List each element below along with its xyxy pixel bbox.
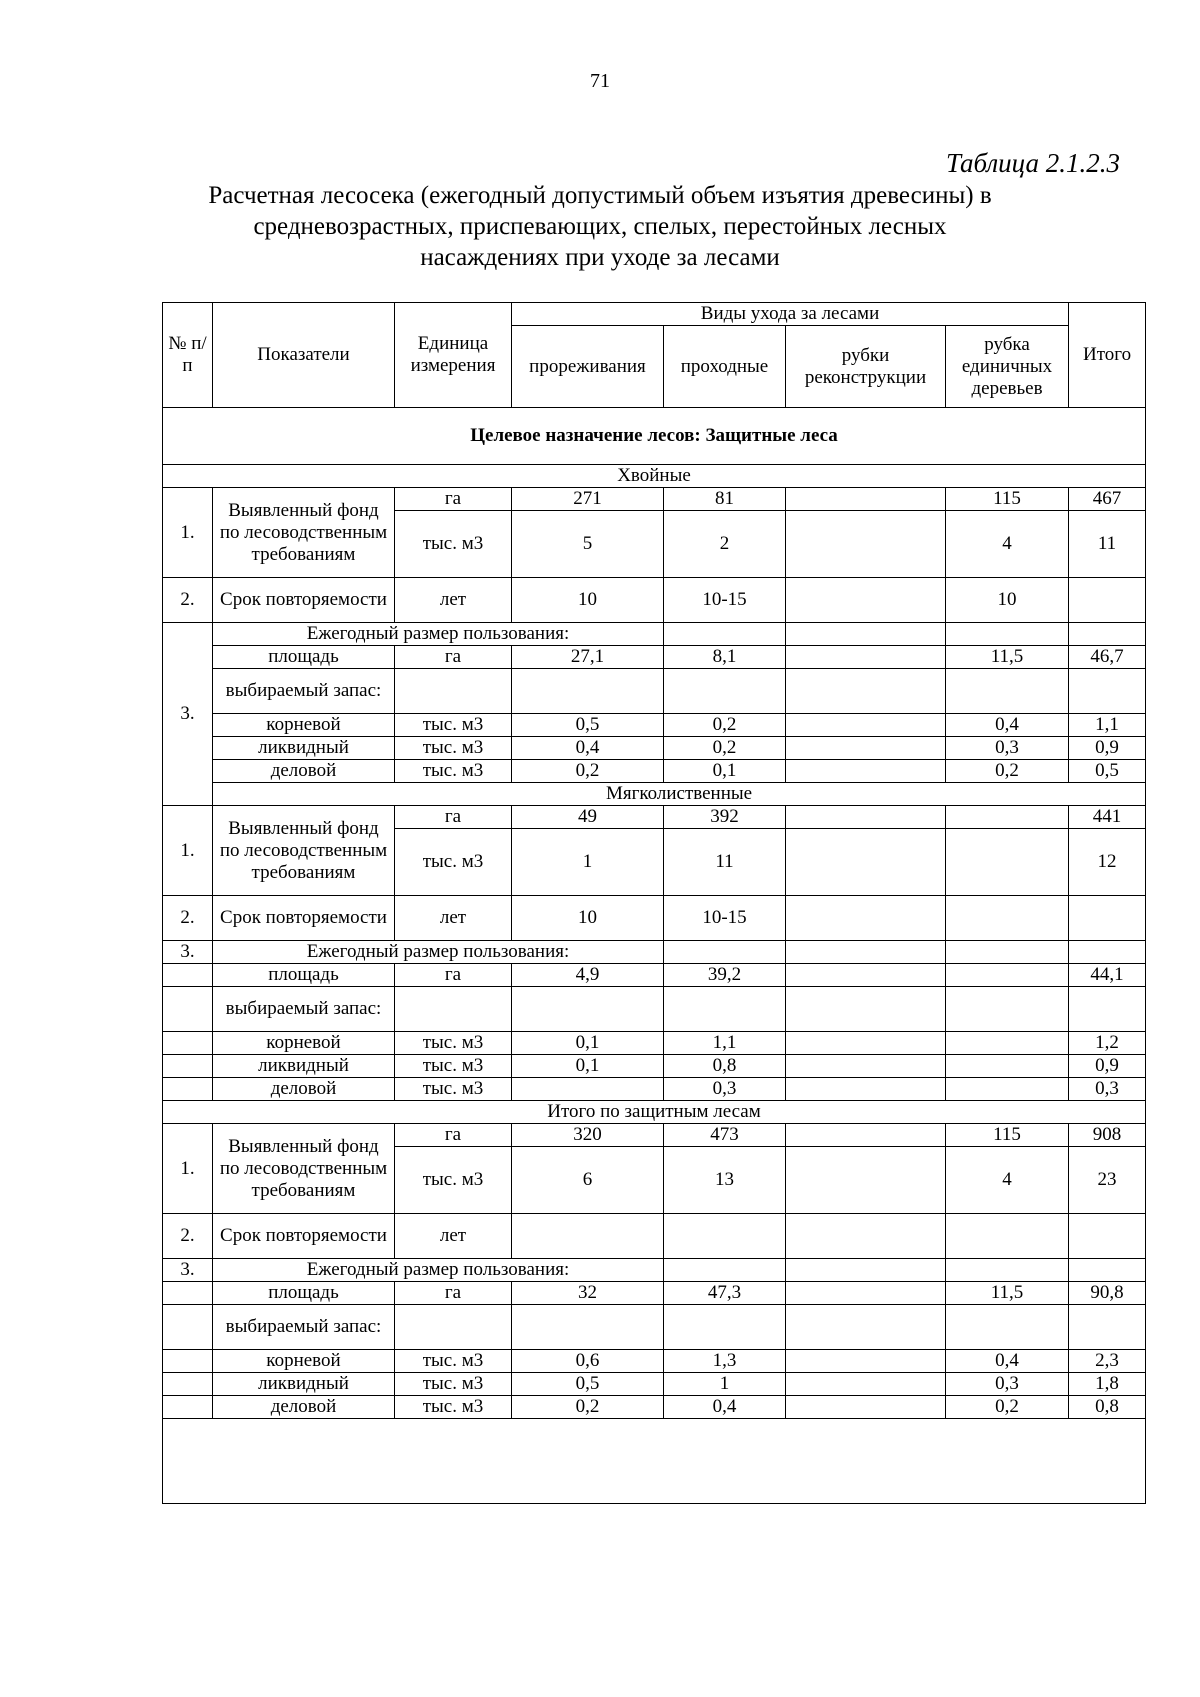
area-label: площадь bbox=[213, 646, 395, 669]
root-row bbox=[163, 714, 1146, 737]
empty-footer-row bbox=[163, 1419, 1146, 1504]
value-cell bbox=[1069, 896, 1146, 941]
value-cell: 320 bbox=[512, 1124, 664, 1147]
value-cell: 908 bbox=[1069, 1124, 1146, 1147]
value-cell: 0,3 bbox=[946, 737, 1069, 760]
table-body bbox=[163, 465, 1146, 1419]
value-cell: 32 bbox=[512, 1282, 664, 1305]
table-cell bbox=[395, 987, 512, 1032]
value-cell bbox=[786, 714, 946, 737]
value-cell bbox=[786, 1078, 946, 1101]
table-cell bbox=[786, 941, 946, 964]
value-cell: 1 bbox=[664, 1373, 786, 1396]
value-cell bbox=[786, 1282, 946, 1305]
value-cell: 5 bbox=[512, 511, 664, 578]
section-title-row bbox=[163, 783, 1146, 806]
root-label: корневой bbox=[213, 1032, 395, 1055]
value-cell: 0,3 bbox=[946, 1373, 1069, 1396]
table-cell bbox=[946, 623, 1069, 646]
period-label: Срок повторяемости bbox=[213, 1214, 395, 1259]
table-cell bbox=[786, 623, 946, 646]
table-cell bbox=[946, 669, 1069, 714]
value-cell: 1 bbox=[512, 829, 664, 896]
fund-label: Выявленный фонд по лесоводственным требованиям bbox=[213, 488, 395, 578]
value-cell: 11 bbox=[1069, 511, 1146, 578]
root-label: корневой bbox=[213, 1350, 395, 1373]
value-cell bbox=[946, 964, 1069, 987]
liquid-label: ликвидный bbox=[213, 737, 395, 760]
value-cell bbox=[786, 1396, 946, 1419]
value-cell: 0,5 bbox=[512, 714, 664, 737]
value-cell bbox=[786, 1350, 946, 1373]
area-row bbox=[163, 1282, 1146, 1305]
liquid-row bbox=[163, 737, 1146, 760]
liquid-label: ликвидный bbox=[213, 1373, 395, 1396]
value-cell: 115 bbox=[946, 1124, 1069, 1147]
stock-label: выбираемый запас: bbox=[213, 1305, 395, 1350]
value-cell: 47,3 bbox=[664, 1282, 786, 1305]
table-cell bbox=[946, 1305, 1069, 1350]
value-cell: 0,5 bbox=[1069, 760, 1146, 783]
title-line: Расчетная лесосека (ежегодный допустимый объем изъятия древесины) в bbox=[208, 182, 992, 209]
value-cell: 2 bbox=[664, 511, 786, 578]
value-cell: 0,9 bbox=[1069, 737, 1146, 760]
section-title: Хвойные bbox=[163, 465, 1146, 488]
period-label: Срок повторяемости bbox=[213, 578, 395, 623]
value-cell: 4,9 bbox=[512, 964, 664, 987]
table-cell bbox=[1069, 1259, 1146, 1282]
value-cell: 0,1 bbox=[664, 760, 786, 783]
table-cell bbox=[786, 669, 946, 714]
table-cell bbox=[163, 1350, 213, 1373]
stock-label: выбираемый запас: bbox=[213, 987, 395, 1032]
fund-row bbox=[163, 806, 1146, 829]
table-cell bbox=[1069, 1305, 1146, 1350]
table-cell bbox=[1069, 623, 1146, 646]
unit-cell: га bbox=[395, 646, 512, 669]
unit-cell: тыс. м3 bbox=[395, 1055, 512, 1078]
value-cell: 12 bbox=[1069, 829, 1146, 896]
unit-cell: га bbox=[395, 964, 512, 987]
value-cell bbox=[1069, 578, 1146, 623]
value-cell: 271 bbox=[512, 488, 664, 511]
table-cell bbox=[1069, 941, 1146, 964]
value-cell bbox=[786, 1214, 946, 1259]
value-cell: 441 bbox=[1069, 806, 1146, 829]
value-cell: 90,8 bbox=[1069, 1282, 1146, 1305]
header-single-trees: рубка единичных деревьев bbox=[946, 326, 1069, 408]
value-cell: 0,1 bbox=[512, 1055, 664, 1078]
row-number: 1. bbox=[163, 1124, 213, 1214]
value-cell: 115 bbox=[946, 488, 1069, 511]
value-cell bbox=[786, 1124, 946, 1147]
liquid-row bbox=[163, 1055, 1146, 1078]
unit-cell: тыс. м3 bbox=[395, 1032, 512, 1055]
value-cell bbox=[786, 829, 946, 896]
table-cell bbox=[786, 987, 946, 1032]
value-cell bbox=[786, 511, 946, 578]
value-cell: 4 bbox=[946, 511, 1069, 578]
value-cell: 8,1 bbox=[664, 646, 786, 669]
value-cell: 10 bbox=[512, 578, 664, 623]
value-cell: 0,2 bbox=[946, 760, 1069, 783]
table-cell bbox=[163, 1305, 213, 1350]
row-number: 1. bbox=[163, 806, 213, 896]
root-label: корневой bbox=[213, 714, 395, 737]
value-cell: 44,1 bbox=[1069, 964, 1146, 987]
value-cell: 0,4 bbox=[512, 737, 664, 760]
table-cell bbox=[512, 669, 664, 714]
table-header bbox=[163, 303, 1146, 465]
table-cell bbox=[946, 941, 1069, 964]
value-cell: 10 bbox=[946, 578, 1069, 623]
table-cell bbox=[163, 1078, 213, 1101]
table-cell bbox=[786, 1305, 946, 1350]
page-number: 71 bbox=[590, 70, 610, 92]
value-cell bbox=[786, 578, 946, 623]
annual-usage-label: Ежегодный размер пользования: bbox=[213, 941, 664, 964]
table-cell bbox=[512, 987, 664, 1032]
period-row bbox=[163, 578, 1146, 623]
value-cell bbox=[786, 760, 946, 783]
value-cell: 10-15 bbox=[664, 578, 786, 623]
value-cell: 1,8 bbox=[1069, 1373, 1146, 1396]
unit-cell: га bbox=[395, 806, 512, 829]
value-cell: 39,2 bbox=[664, 964, 786, 987]
business-row bbox=[163, 1396, 1146, 1419]
table-cell bbox=[664, 1305, 786, 1350]
value-cell bbox=[786, 646, 946, 669]
title-line: средневозрастных, приспевающих, спелых, перестойных лесных bbox=[253, 213, 947, 240]
value-cell: 0,2 bbox=[946, 1396, 1069, 1419]
unit-cell: тыс. м3 bbox=[395, 1078, 512, 1101]
table-cell bbox=[163, 1282, 213, 1305]
stock-row bbox=[163, 987, 1146, 1032]
fund-row bbox=[163, 1124, 1146, 1147]
value-cell bbox=[946, 806, 1069, 829]
value-cell bbox=[786, 1373, 946, 1396]
value-cell: 0,2 bbox=[512, 1396, 664, 1419]
unit-cell: тыс. м3 bbox=[395, 760, 512, 783]
value-cell: 10 bbox=[512, 896, 664, 941]
row-number: 2. bbox=[163, 578, 213, 623]
unit-cell: лет bbox=[395, 578, 512, 623]
value-cell: 0,2 bbox=[664, 737, 786, 760]
unit-cell: тыс. м3 bbox=[395, 1147, 512, 1214]
header-passage: проходные bbox=[664, 326, 786, 408]
unit-cell: тыс. м3 bbox=[395, 1373, 512, 1396]
value-cell bbox=[786, 896, 946, 941]
unit-cell: тыс. м3 bbox=[395, 1396, 512, 1419]
value-cell: 1,2 bbox=[1069, 1032, 1146, 1055]
header-reconstruction: рубки реконструкции bbox=[786, 326, 946, 408]
value-cell: 0,3 bbox=[1069, 1078, 1146, 1101]
unit-cell: тыс. м3 bbox=[395, 737, 512, 760]
header-unit: Единица измерения bbox=[395, 303, 512, 408]
business-label: деловой bbox=[213, 1078, 395, 1101]
annual-usage-label: Ежегодный размер пользования: bbox=[213, 1259, 664, 1282]
value-cell: 49 bbox=[512, 806, 664, 829]
area-row bbox=[163, 646, 1146, 669]
business-label: деловой bbox=[213, 760, 395, 783]
value-cell: 13 bbox=[664, 1147, 786, 1214]
section-title-row bbox=[163, 465, 1146, 488]
row-number: 2. bbox=[163, 1214, 213, 1259]
area-row bbox=[163, 964, 1146, 987]
table-cell bbox=[163, 987, 213, 1032]
value-cell bbox=[786, 1032, 946, 1055]
value-cell bbox=[664, 1214, 786, 1259]
header-indicators: Показатели bbox=[213, 303, 395, 408]
value-cell: 81 bbox=[664, 488, 786, 511]
value-cell bbox=[946, 1055, 1069, 1078]
table-label: Таблица 2.1.2.3 bbox=[945, 148, 1120, 178]
row-number: 3. bbox=[163, 1259, 213, 1282]
value-cell: 0,2 bbox=[664, 714, 786, 737]
table-cell bbox=[664, 669, 786, 714]
value-cell bbox=[786, 488, 946, 511]
table-cell bbox=[163, 1032, 213, 1055]
table-cell bbox=[1069, 669, 1146, 714]
value-cell bbox=[946, 896, 1069, 941]
value-cell bbox=[1069, 1214, 1146, 1259]
table-footer bbox=[163, 1419, 1146, 1504]
business-label: деловой bbox=[213, 1396, 395, 1419]
value-cell: 4 bbox=[946, 1147, 1069, 1214]
table-cell bbox=[664, 623, 786, 646]
value-cell bbox=[946, 1078, 1069, 1101]
section-title-row bbox=[163, 1101, 1146, 1124]
section-title: Итого по защитным лесам bbox=[163, 1101, 1146, 1124]
value-cell: 27,1 bbox=[512, 646, 664, 669]
annual-usage-row bbox=[163, 1259, 1146, 1282]
value-cell: 467 bbox=[1069, 488, 1146, 511]
fund-label: Выявленный фонд по лесоводственным требованиям bbox=[213, 1124, 395, 1214]
value-cell: 11,5 bbox=[946, 1282, 1069, 1305]
value-cell: 10-15 bbox=[664, 896, 786, 941]
unit-cell: лет bbox=[395, 1214, 512, 1259]
unit-cell: лет bbox=[395, 896, 512, 941]
value-cell: 0,5 bbox=[512, 1373, 664, 1396]
table-cell bbox=[664, 1259, 786, 1282]
unit-cell: тыс. м3 bbox=[395, 714, 512, 737]
row-number: 1. bbox=[163, 488, 213, 578]
stock-row bbox=[163, 1305, 1146, 1350]
value-cell bbox=[512, 1078, 664, 1101]
value-cell: 473 bbox=[664, 1124, 786, 1147]
area-label: площадь bbox=[213, 964, 395, 987]
value-cell: 0,1 bbox=[512, 1032, 664, 1055]
title-line: насаждениях при уходе за лесами bbox=[420, 244, 780, 271]
value-cell bbox=[786, 806, 946, 829]
table-cell bbox=[512, 1305, 664, 1350]
purpose-row: Целевое назначение лесов: Защитные леса bbox=[163, 408, 1146, 465]
row-number: 2. bbox=[163, 896, 213, 941]
value-cell: 1,3 bbox=[664, 1350, 786, 1373]
table-cell bbox=[786, 1259, 946, 1282]
value-cell: 1,1 bbox=[664, 1032, 786, 1055]
table-cell bbox=[946, 987, 1069, 1032]
business-row bbox=[163, 760, 1146, 783]
table-cell bbox=[163, 1373, 213, 1396]
table-cell bbox=[664, 987, 786, 1032]
table-title bbox=[160, 180, 1040, 273]
table-cell bbox=[664, 941, 786, 964]
value-cell: 0,9 bbox=[1069, 1055, 1146, 1078]
value-cell: 11,5 bbox=[946, 646, 1069, 669]
value-cell bbox=[512, 1214, 664, 1259]
logging-table bbox=[162, 302, 1146, 1504]
fund-label: Выявленный фонд по лесоводственным требованиям bbox=[213, 806, 395, 896]
value-cell bbox=[786, 964, 946, 987]
header-care-types: Виды ухода за лесами bbox=[512, 303, 1069, 326]
header-num: № п/п bbox=[163, 303, 213, 408]
unit-cell: га bbox=[395, 1124, 512, 1147]
value-cell: 6 bbox=[512, 1147, 664, 1214]
table-cell bbox=[163, 1055, 213, 1078]
value-cell: 23 bbox=[1069, 1147, 1146, 1214]
value-cell bbox=[946, 829, 1069, 896]
value-cell bbox=[786, 737, 946, 760]
value-cell: 0,2 bbox=[512, 760, 664, 783]
value-cell: 1,1 bbox=[1069, 714, 1146, 737]
header-thinning: прореживания bbox=[512, 326, 664, 408]
value-cell bbox=[786, 1055, 946, 1078]
stock-label: выбираемый запас: bbox=[213, 669, 395, 714]
value-cell: 46,7 bbox=[1069, 646, 1146, 669]
unit-cell: тыс. м3 bbox=[395, 511, 512, 578]
row-number: 3. bbox=[163, 623, 213, 806]
fund-row bbox=[163, 488, 1146, 511]
value-cell bbox=[786, 1147, 946, 1214]
value-cell: 11 bbox=[664, 829, 786, 896]
value-cell: 0,6 bbox=[512, 1350, 664, 1373]
section-title: Мягколиственные bbox=[213, 783, 1146, 806]
value-cell: 0,4 bbox=[664, 1396, 786, 1419]
unit-cell: тыс. м3 bbox=[395, 829, 512, 896]
value-cell bbox=[946, 1032, 1069, 1055]
value-cell: 0,4 bbox=[946, 714, 1069, 737]
annual-usage-label: Ежегодный размер пользования: bbox=[213, 623, 664, 646]
value-cell: 0,8 bbox=[1069, 1396, 1146, 1419]
root-row bbox=[163, 1032, 1146, 1055]
annual-usage-row bbox=[163, 941, 1146, 964]
table-cell bbox=[395, 1305, 512, 1350]
business-row bbox=[163, 1078, 1146, 1101]
value-cell: 392 bbox=[664, 806, 786, 829]
unit-cell: тыс. м3 bbox=[395, 1350, 512, 1373]
table-cell bbox=[395, 669, 512, 714]
row-number: 3. bbox=[163, 941, 213, 964]
period-row bbox=[163, 896, 1146, 941]
value-cell: 0,4 bbox=[946, 1350, 1069, 1373]
period-row bbox=[163, 1214, 1146, 1259]
area-label: площадь bbox=[213, 1282, 395, 1305]
annual-usage-row bbox=[163, 623, 1146, 646]
value-cell: 0,8 bbox=[664, 1055, 786, 1078]
period-label: Срок повторяемости bbox=[213, 896, 395, 941]
liquid-row bbox=[163, 1373, 1146, 1396]
value-cell: 0,3 bbox=[664, 1078, 786, 1101]
header-total: Итого bbox=[1069, 303, 1146, 408]
table-cell bbox=[163, 1396, 213, 1419]
value-cell: 2,3 bbox=[1069, 1350, 1146, 1373]
value-cell bbox=[946, 1214, 1069, 1259]
table-cell bbox=[946, 1259, 1069, 1282]
unit-cell: га bbox=[395, 1282, 512, 1305]
table-cell bbox=[1069, 987, 1146, 1032]
stock-row bbox=[163, 669, 1146, 714]
table-cell bbox=[163, 964, 213, 987]
root-row bbox=[163, 1350, 1146, 1373]
liquid-label: ликвидный bbox=[213, 1055, 395, 1078]
unit-cell: га bbox=[395, 488, 512, 511]
